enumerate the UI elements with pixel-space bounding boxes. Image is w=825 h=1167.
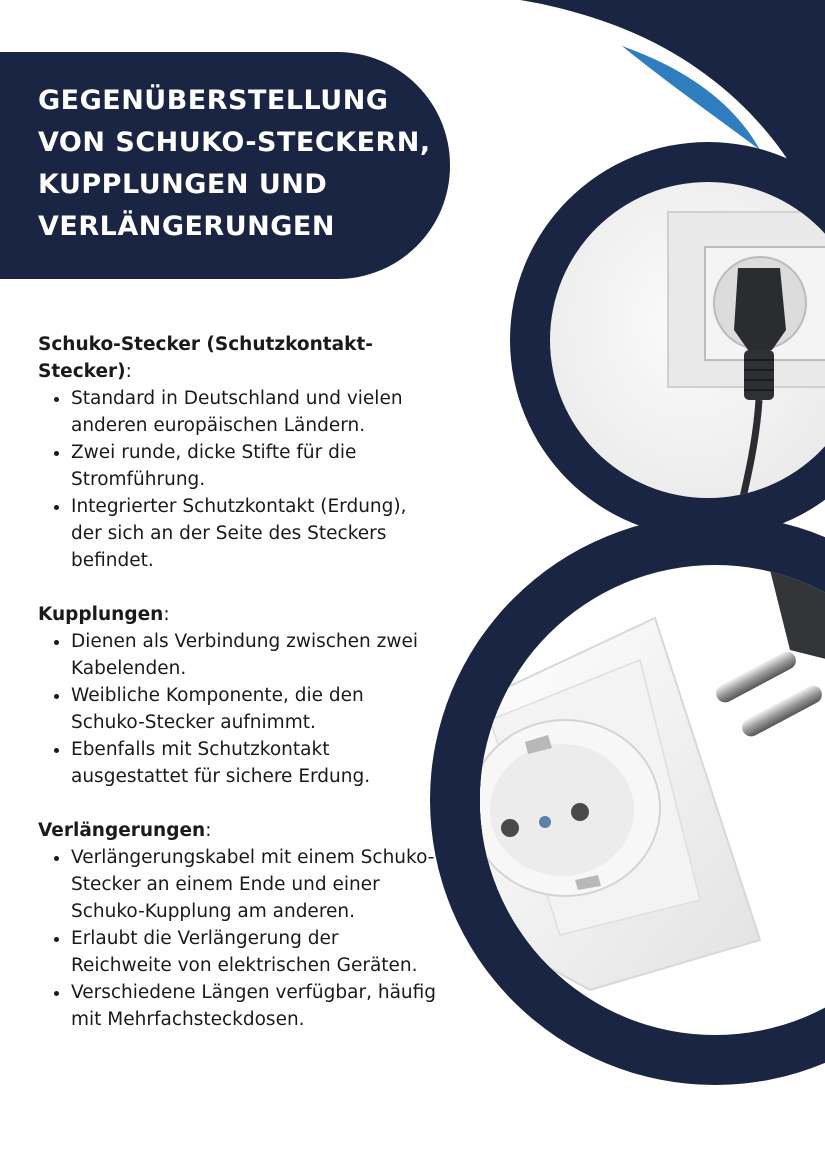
heading-text: Kupplungen [38,604,164,625]
heading-suffix: : [205,820,212,841]
list-item: • Weibliche Komponente, die den Schuko-Stecker aufnimmt. [71,682,438,736]
heading-suffix: : [163,604,170,625]
section-verlaengerungen [38,817,438,1033]
section-heading [38,817,438,844]
section-heading [38,331,438,385]
heading-suffix: : [125,361,132,382]
list-item: • Verlängerungskabel mit einem Schuko-Stecker an einem Ende und einer Schuko-Kupplung am anderen. [71,844,438,925]
list-item: • Ebenfalls mit Schutzkontakt ausgestattet für sichere Erdung. [71,736,438,790]
page-title [38,80,438,248]
section-heading [38,601,438,628]
bullet-list [38,385,438,574]
section-kupplungen [38,601,438,790]
title-line: VON SCHUKO-STECKERN, [38,127,431,158]
title-line: VERLÄNGERUNGEN [38,211,335,242]
heading-text: Schuko-Stecker (Schutzkontakt- [38,334,373,355]
list-item: • Integrierter Schutzkontakt (Erdung), der sich an der Seite des Steckers befindet. [71,493,438,574]
list-item: • Erlaubt die Verlängerung der Reichweite von elektrischen Geräten. [71,925,438,979]
bullet-list [38,628,438,790]
title-line: KUPPLUNGEN UND [38,169,328,200]
list-item: • Dienen als Verbindung zwischen zwei Kabelenden. [71,628,438,682]
title-line: GEGENÜBERSTELLUNG [38,85,389,116]
list-item: • Zwei runde, dicke Stifte für die Stromführung. [71,439,438,493]
bullet-list [38,844,438,1033]
section-schuko-stecker [38,331,438,574]
heading-text: Verlängerungen [38,820,206,841]
list-item: • Standard in Deutschland und vielen anderen europäischen Ländern. [71,385,438,439]
heading-text: Stecker) [38,361,126,382]
list-item: • Verschiedene Längen verfügbar, häufig mit Mehrfachsteckdosen. [71,979,438,1033]
comparison-content [38,331,438,1033]
